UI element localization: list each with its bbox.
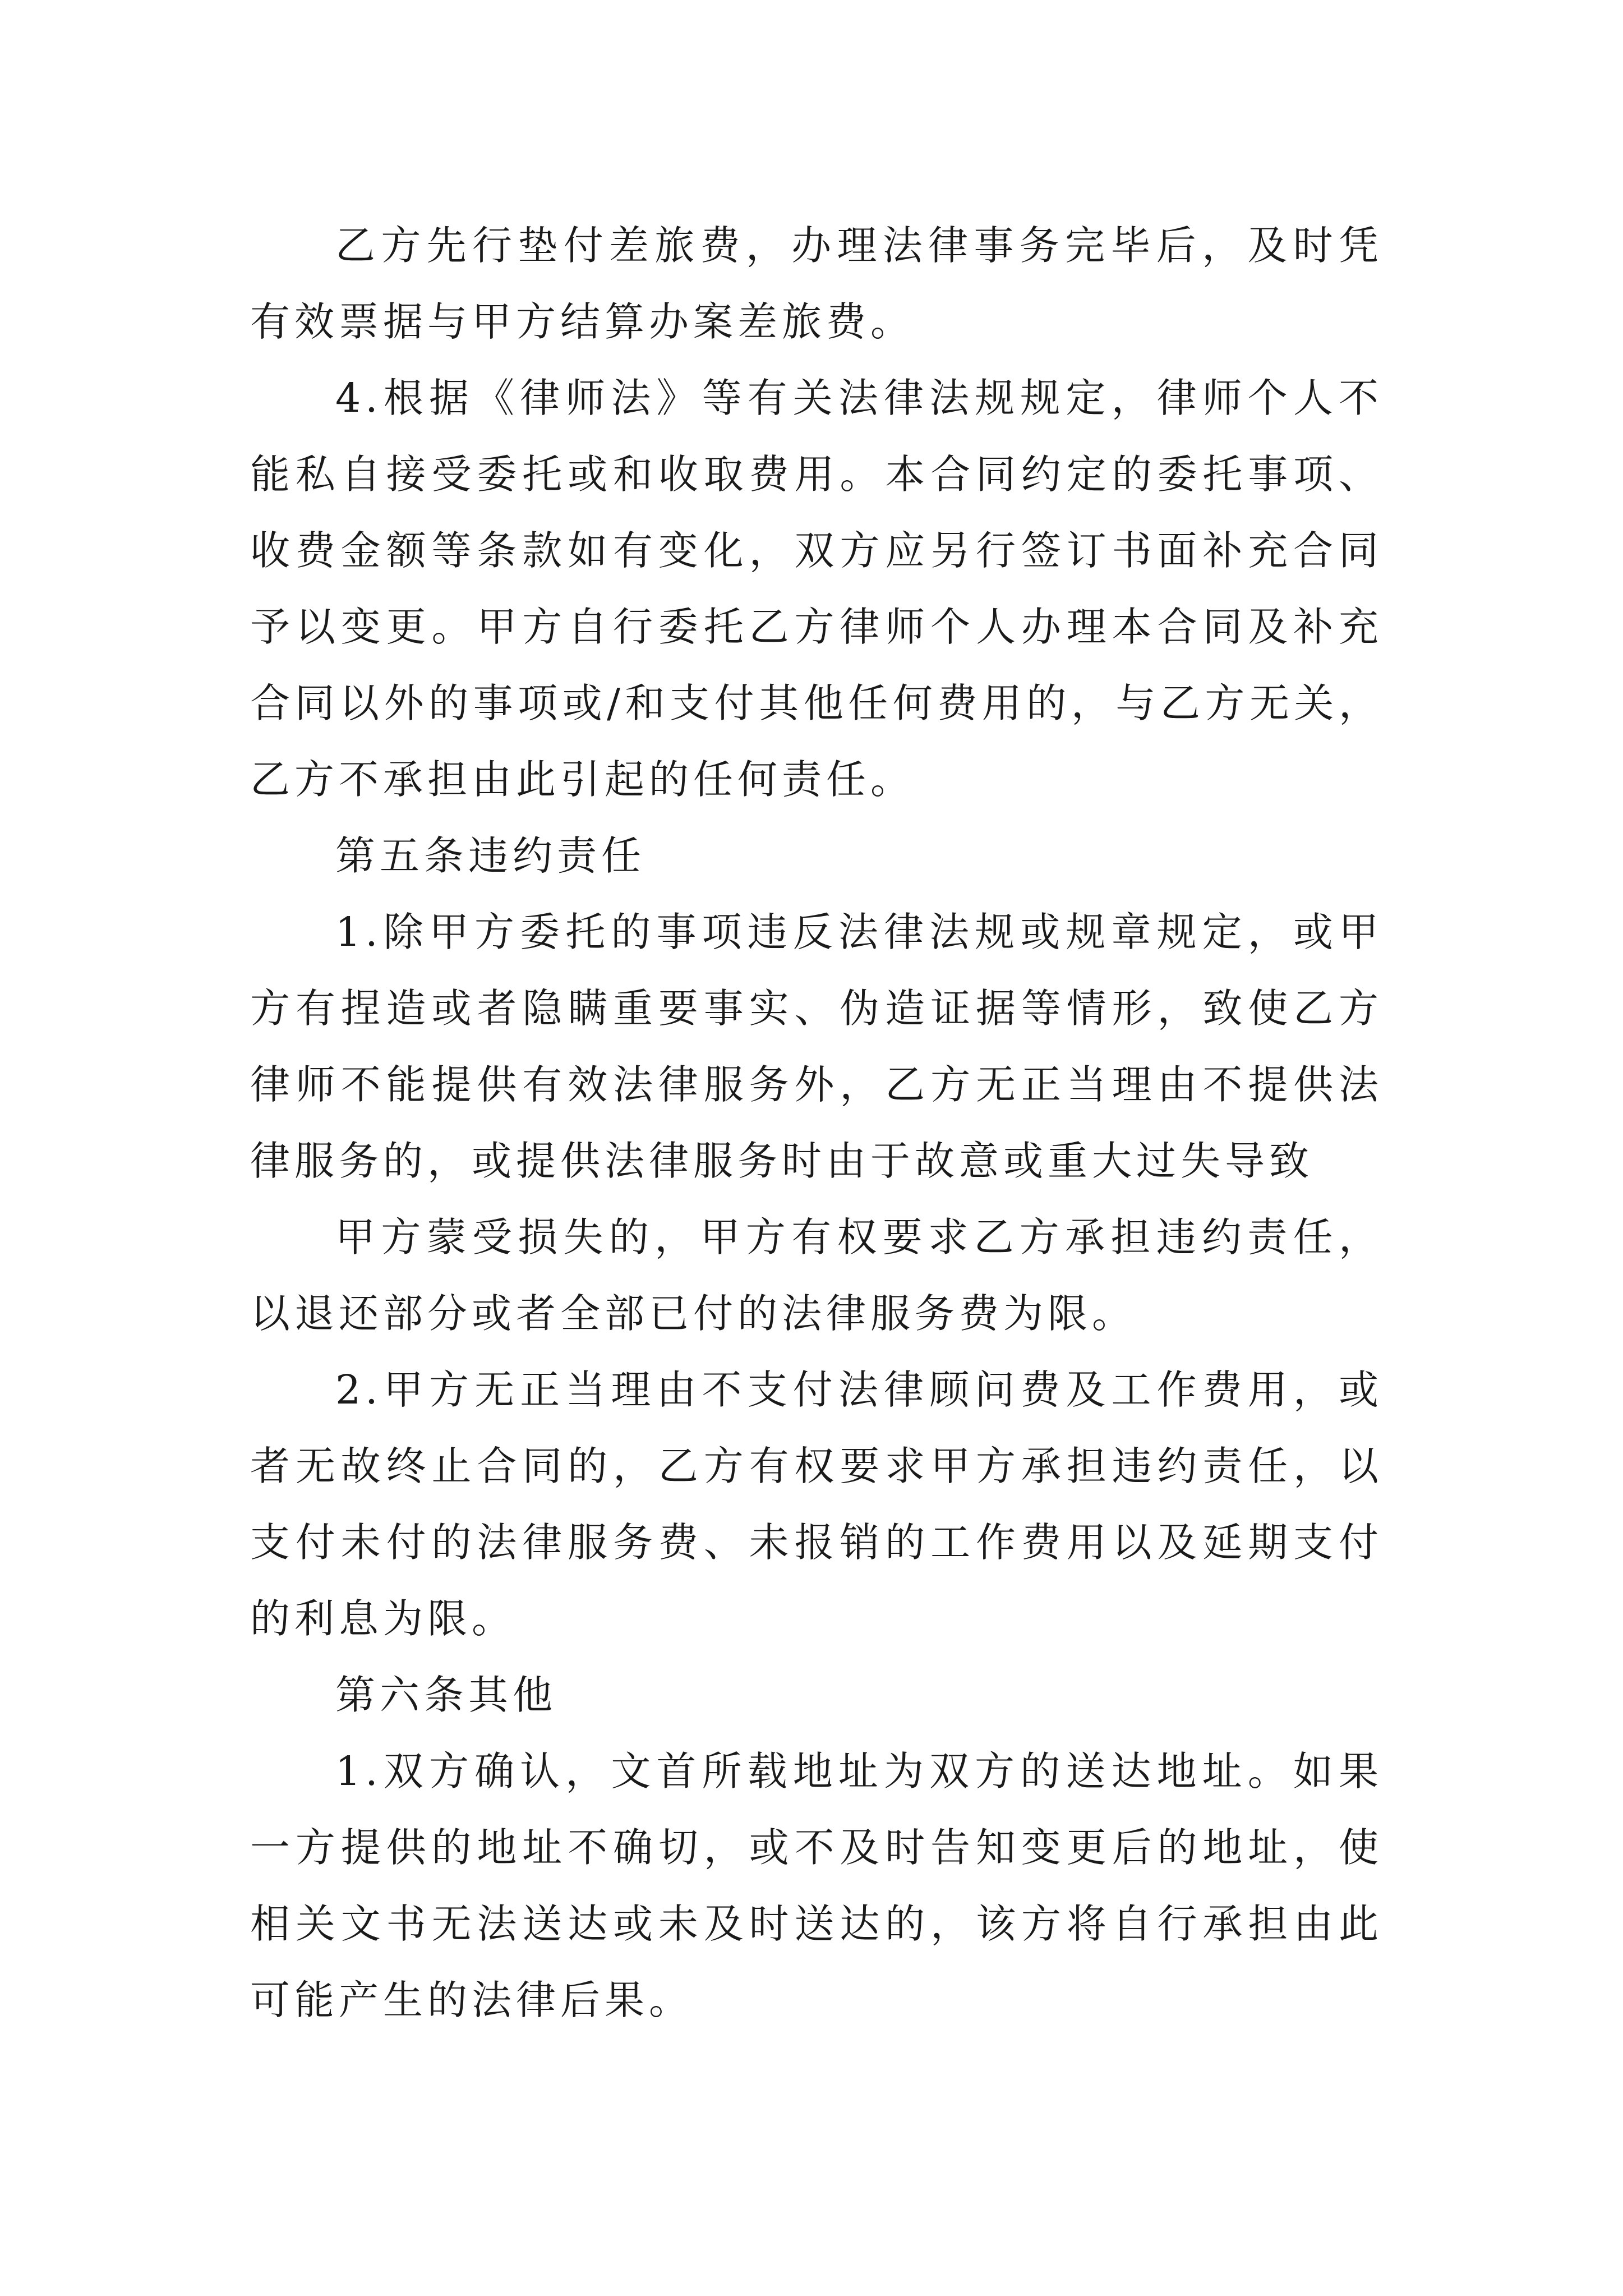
- paragraph-article-5-item-1-cont: 甲方蒙受损失的，甲方有权要求乙方承担违约责任，以退还部分或者全部已付的法律服务费为限。: [250, 1214, 1383, 1337]
- heading-article-6-other: 第六条其他: [335, 1672, 557, 1718]
- paragraph-article-5-item-2: 2.甲方无正当理由不支付法律顾问费及工作费用，或者无故终止合同的，乙方有权要求甲方承担违约责任，以支付未付的法律服务费、未报销的工作费用以及延期支付的利息为限。: [250, 1366, 1383, 1642]
- paragraph-article-5-item-1: 1.除甲方委托的事项违反法律法规或规章规定，或甲方有捏造或者隐瞒重要事实、伪造证据等情形，致使乙方律师不能提供有效法律服务外，乙方无正当理由不提供法律服务的，或提供法律服务时由于故意或重大过失导致: [250, 909, 1383, 1184]
- heading-article-5-liability: 第五条违约责任: [335, 832, 646, 879]
- paragraph-travel-expenses: 乙方先行垫付差旅费，办理法律事务完毕后，及时凭有效票据与甲方结算办案差旅费。: [250, 222, 1383, 345]
- paragraph-article-6-item-1: 1.双方确认，文首所载地址为双方的送达地址。如果一方提供的地址不确切，或不及时告知变更后的地址，使相关文书无法送达或未及时送达的，该方将自行承担由此可能产生的法律后果。: [250, 1748, 1383, 2023]
- document-page: [250, 208, 1383, 2039]
- paragraph-clause-4-lawyers-law: 4.根据《律师法》等有关法律法规规定，律师个人不能私自接受委托或和收取费用。本合同约定的委托事项、收费金额等条款如有变化，双方应另行签订书面补充合同予以变更。甲方自行委托乙方律师个人办理本合同及补充合同以外的事项或/和支付其他任何费用的，与乙方无关，乙方不承担由此引起的任何责任。: [250, 375, 1383, 803]
